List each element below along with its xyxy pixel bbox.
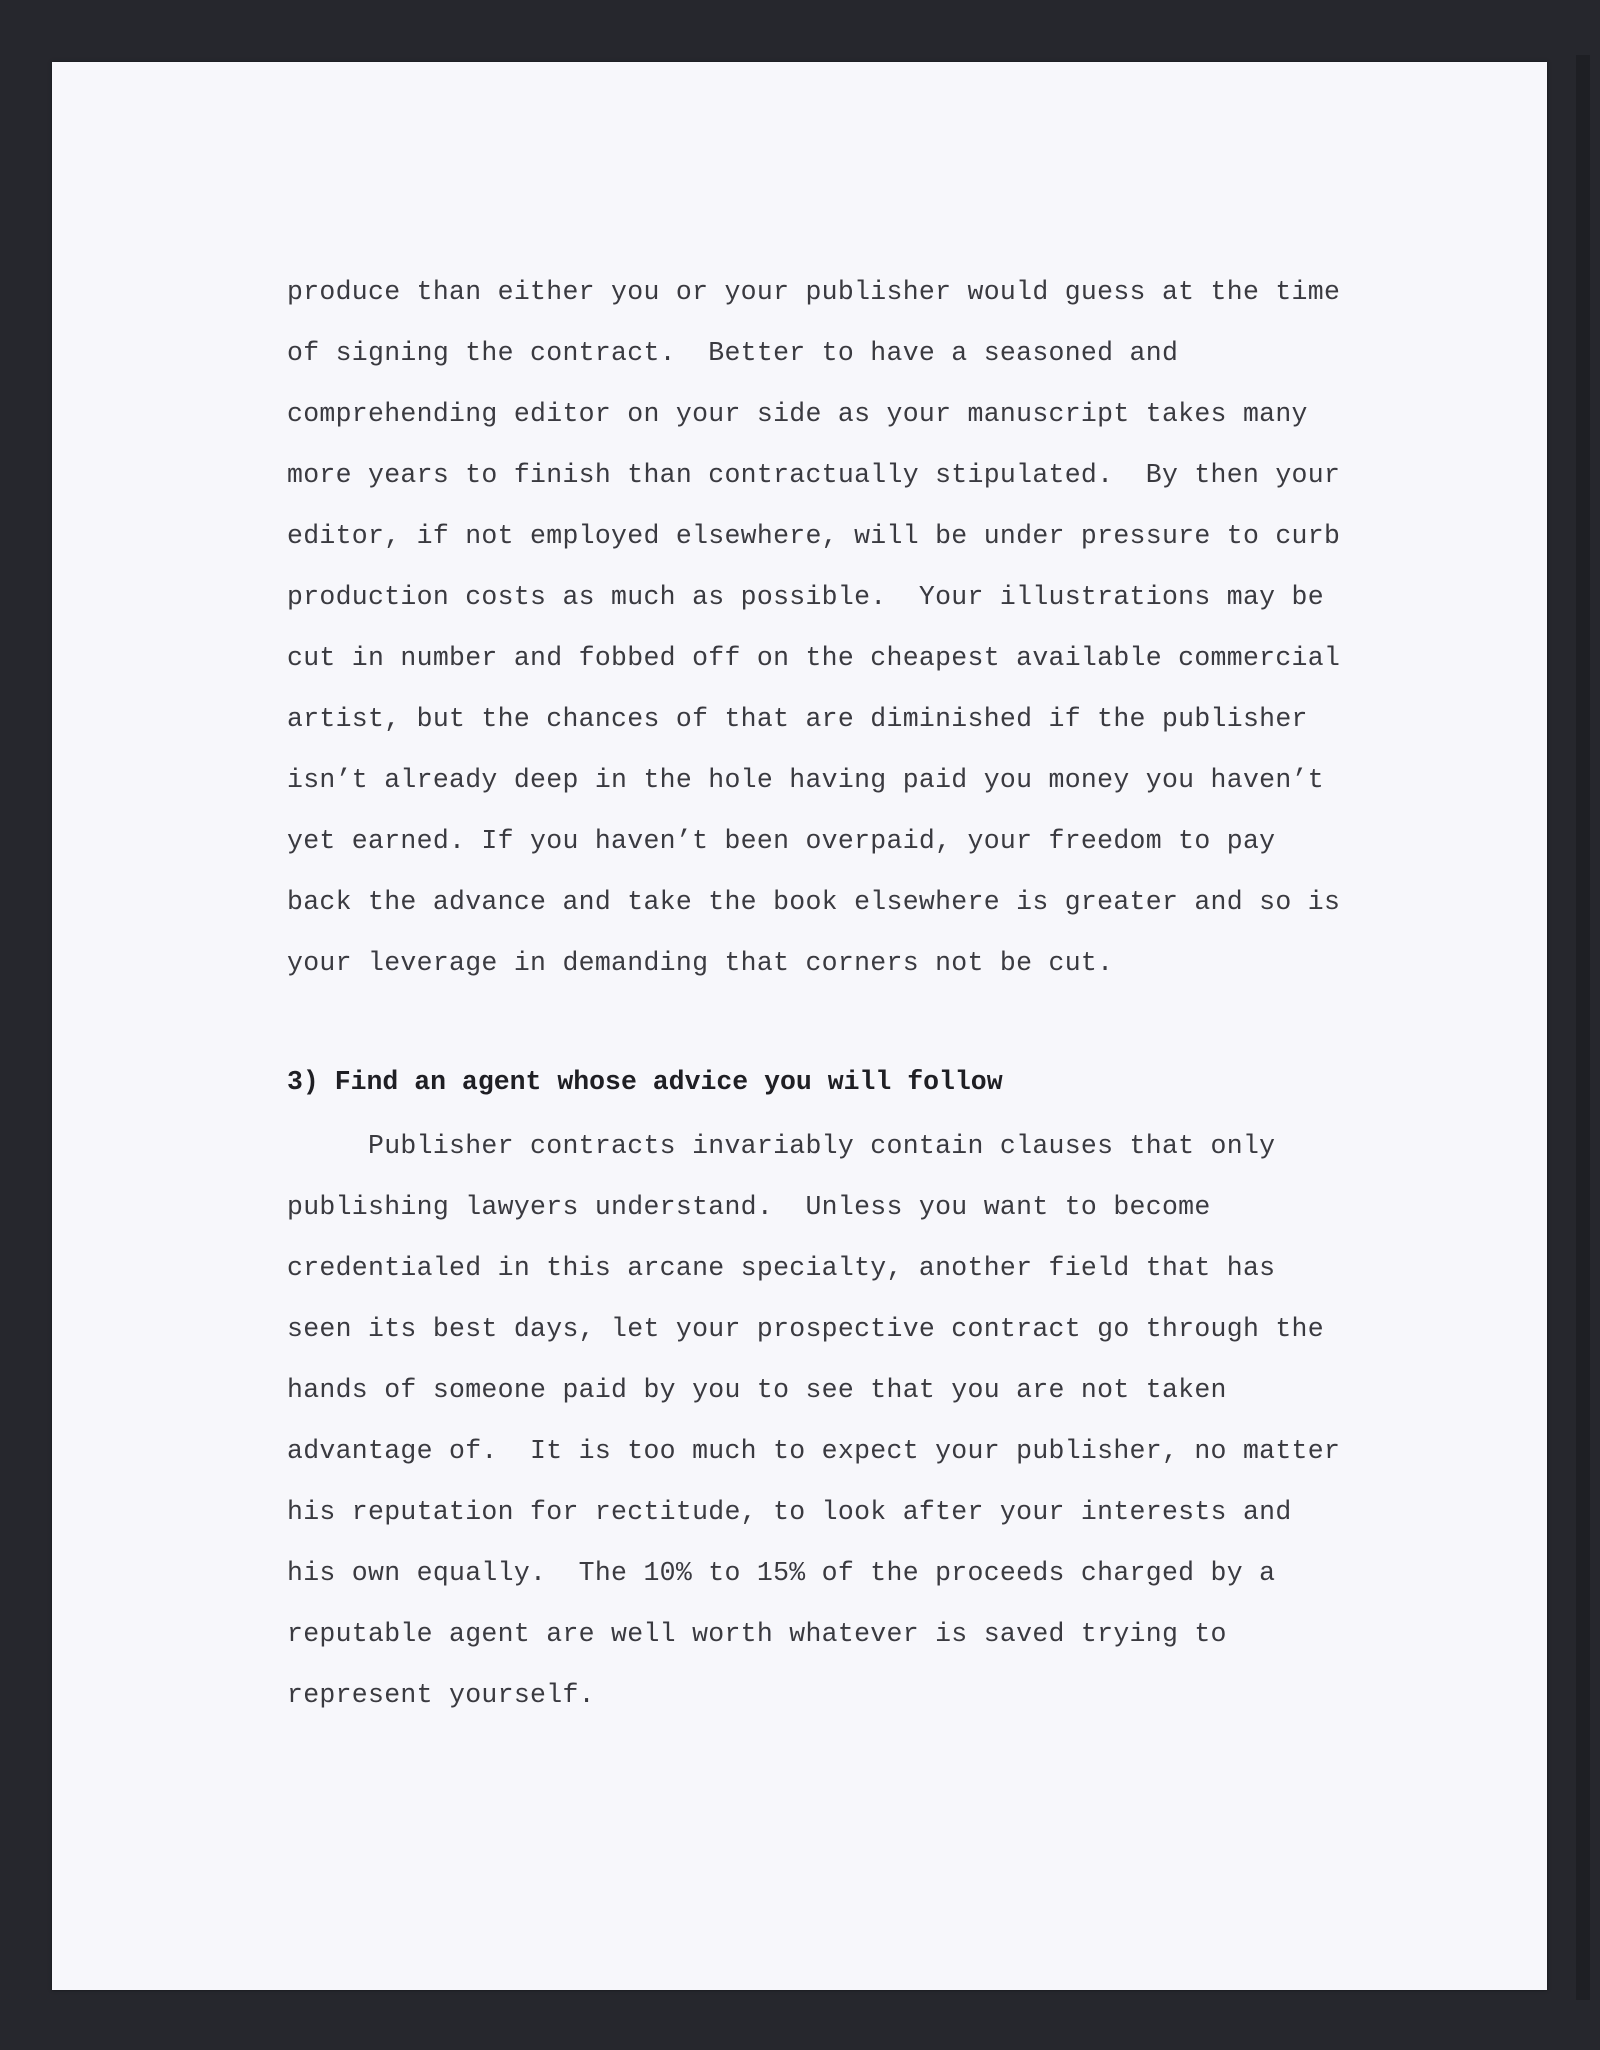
text-line: cut in number and fobbed off on the cheapest available commercial xyxy=(287,643,1341,673)
text-line: production costs as much as possible. Your illustrations may be xyxy=(287,582,1324,612)
text-line: produce than either you or your publisher would guess at the time xyxy=(287,277,1341,307)
text-line: Publisher contracts invariably contain clauses that only xyxy=(287,1131,1276,1161)
section-heading: 3) Find an agent whose advice you will follow xyxy=(287,1067,1003,1097)
text-line: publishing lawyers understand. Unless you want to become xyxy=(287,1192,1211,1222)
text-line: hands of someone paid by you to see that you are not taken xyxy=(287,1375,1227,1405)
text-line: more years to finish than contractually stipulated. By then your xyxy=(287,460,1341,490)
text-line: reputable agent are well worth whatever is saved trying to xyxy=(287,1619,1227,1649)
text-line: back the advance and take the book elsewhere is greater and so is xyxy=(287,887,1341,917)
text-line: comprehending editor on your side as your manuscript takes many xyxy=(287,399,1308,429)
text-line: credentialed in this arcane specialty, another field that has xyxy=(287,1253,1276,1283)
text-line: advantage of. It is too much to expect your publisher, no matter xyxy=(287,1436,1341,1466)
text-line: represent yourself. xyxy=(287,1680,595,1710)
page-edge-shadow xyxy=(1576,55,1590,2000)
text-line: isn’t already deep in the hole having paid you money you haven’t xyxy=(287,765,1324,795)
text-line: of signing the contract. Better to have a seasoned and xyxy=(287,338,1179,368)
section-paragraph xyxy=(287,1116,1407,1726)
text-line: your leverage in demanding that corners not be cut. xyxy=(287,948,1114,978)
text-line: editor, if not employed elsewhere, will be under pressure to curb xyxy=(287,521,1341,551)
text-line: yet earned. If you haven’t been overpaid, your freedom to pay xyxy=(287,826,1276,856)
text-line: artist, but the chances of that are diminished if the publisher xyxy=(287,704,1308,734)
text-line: his reputation for rectitude, to look after your interests and xyxy=(287,1497,1292,1527)
text-line: his own equally. The 10% to 15% of the proceeds charged by a xyxy=(287,1558,1276,1588)
text-line: seen its best days, let your prospective contract go through the xyxy=(287,1314,1324,1344)
paragraph-continued xyxy=(287,262,1407,994)
document-page xyxy=(52,62,1547,1990)
